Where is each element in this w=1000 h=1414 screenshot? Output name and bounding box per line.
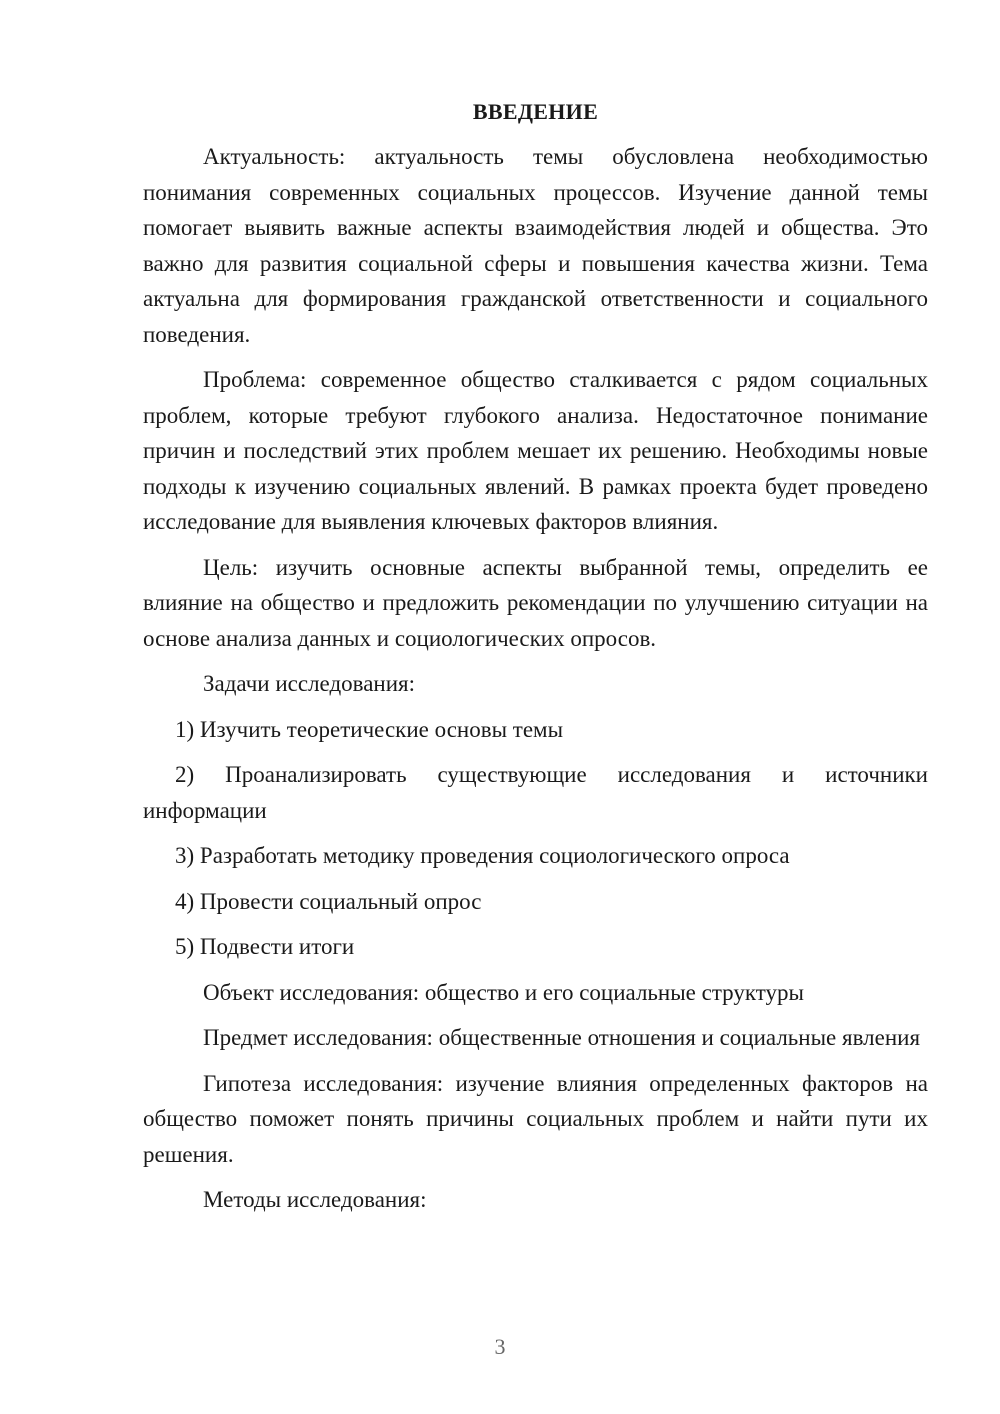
paragraph-problem: Проблема: современное общество сталкивается с рядом социальных проблем, которые требуют глубокого анализа. Недостаточное понимание причин и последствий этих проблем мешает их решению. Необходимы новые подходы к изучению социальных явлений. В рамках проекта будет проведено исследование для выявления ключевых факторов влияния. [143, 367, 928, 534]
paragraph-hypothesis: Гипотеза исследования: изучение влияния определенных факторов на общество поможет понять причины социальных проблем и найти пути их решения. [143, 1070, 928, 1167]
paragraph-relevance: Актуальность: актуальность темы обусловлена необходимостью понимания современных социальных процессов. Изучение данной темы помогает выявить важные аспекты взаимодействия людей и общества. Это важно для развития социальной сферы и повышения качества жизни. Тема актуальна для формирования гражданской ответственности и социального поведения. [143, 144, 928, 347]
page-number: 3 [494, 1334, 506, 1359]
tasks-heading: Задачи исследования: [203, 671, 416, 696]
paragraph-goal: Цель: изучить основные аспекты выбранной темы, определить ее влияние на общество и предложить рекомендации по улучшению ситуации на основе анализа данных и социологических опросов. [143, 554, 928, 651]
task-item-5: 5) Подвести итоги [175, 934, 355, 959]
page-content [143, 94, 928, 1228]
task-item-3: 3) Разработать методику проведения социологического опроса [175, 843, 790, 868]
page-title: ВВЕДЕНИЕ [472, 99, 599, 124]
task-item-2: 2) Проанализировать существующие исследования и источники информации [143, 762, 928, 823]
task-item-4: 4) Провести социальный опрос [175, 888, 482, 914]
paragraph-object: Объект исследования: общество и его социальные структуры [203, 979, 804, 1005]
task-item-1: 1) Изучить теоретические основы темы [175, 716, 564, 742]
paragraph-subject: Предмет исследования: общественные отношения и социальные явления [203, 1025, 921, 1050]
methods-heading: Методы исследования: [203, 1187, 427, 1212]
